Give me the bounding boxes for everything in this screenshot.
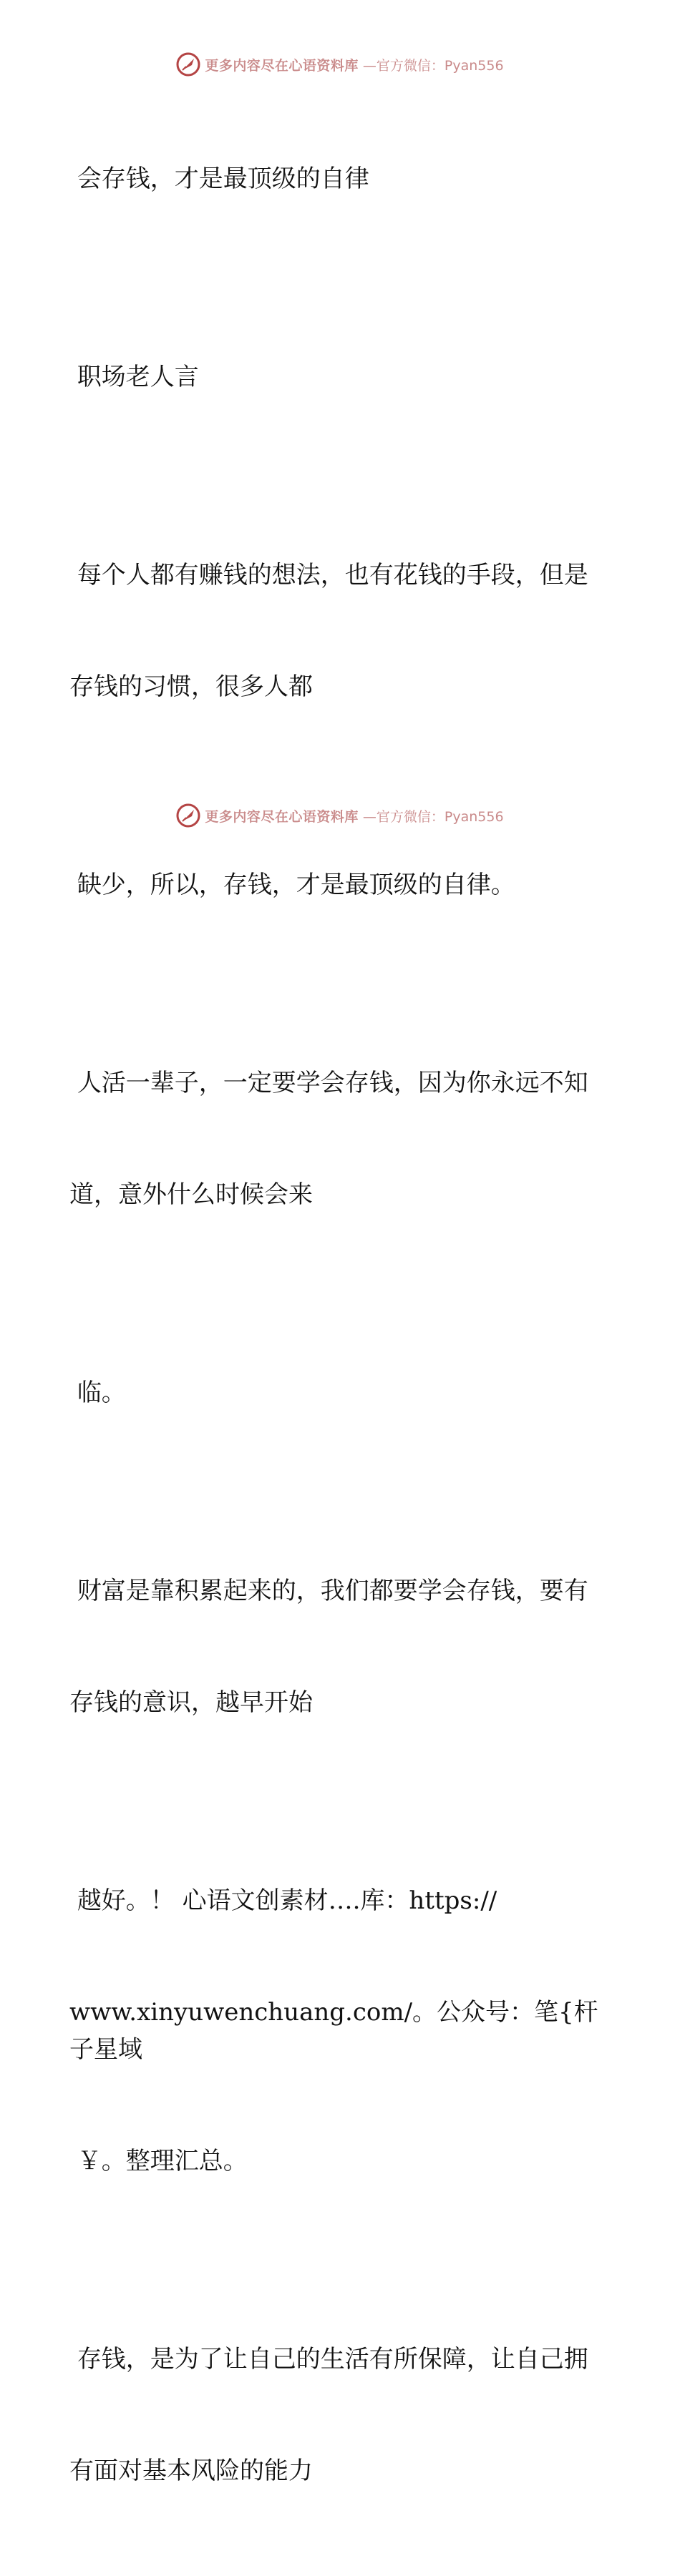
- paragraph-line: 存钱的习惯，很多人都: [69, 672, 313, 701]
- footer-watermark-inner: [176, 803, 503, 828]
- paragraph: [69, 482, 613, 780]
- paragraph-line: 存钱的意识，越早开始: [69, 1688, 313, 1717]
- paragraph-author: [69, 284, 613, 470]
- footer-watermark-main: 更多内容尽在心语资料库: [205, 808, 359, 825]
- paragraph: [69, 990, 613, 1288]
- paragraph-line: 财富是靠积累起来的，我们都要学会存钱，要有: [69, 1577, 588, 1605]
- paragraph-line: 存钱，是为了让自己的生活有所保障，让自己拥: [69, 2345, 588, 2374]
- paragraph: [69, 1808, 613, 2254]
- document-body: [69, 86, 613, 2576]
- paragraph-line: 每个人都有赚钱的想法，也有花钱的手段，但是: [69, 561, 588, 589]
- paragraph-line: 越好。！ 心语文创素材….库：https://: [69, 1886, 497, 1915]
- paragraph-line: 职场老人言: [69, 363, 199, 391]
- paragraph-line: www.xinyuwenchuang.com/。公众号：笔{杆子星域: [69, 1998, 598, 2064]
- header-watermark-inner: [176, 52, 503, 77]
- paragraph-line: 缺少，所以，存钱，才是最顶级的自律。: [69, 871, 515, 899]
- paragraph: [69, 1498, 613, 1796]
- paragraph-line: 会存钱，才是最顶级的自律: [69, 165, 369, 193]
- paragraph-line: 有面对基本风险的能力: [69, 2457, 313, 2485]
- paragraph: [69, 1300, 613, 1486]
- paragraph: [69, 2266, 613, 2564]
- footer-watermark: [0, 801, 680, 830]
- quill-seal-icon: [176, 52, 200, 77]
- header-watermark: [0, 50, 680, 79]
- header-watermark-main: 更多内容尽在心语资料库: [205, 57, 359, 74]
- paragraph-line: ￥。整理汇总。: [69, 2147, 248, 2175]
- paragraph-line: 人活一辈子，一定要学会存钱，因为你永远不知: [69, 1069, 588, 1097]
- footer-watermark-suffix: —官方微信：Pyan556: [362, 808, 504, 825]
- paragraph-title: [69, 86, 613, 272]
- paragraph-line: 道，意外什么时候会来: [69, 1180, 313, 1209]
- paragraph-line: 临。: [69, 1378, 126, 1407]
- quill-seal-icon: [176, 803, 200, 828]
- header-watermark-suffix: —官方微信：Pyan556: [362, 57, 504, 74]
